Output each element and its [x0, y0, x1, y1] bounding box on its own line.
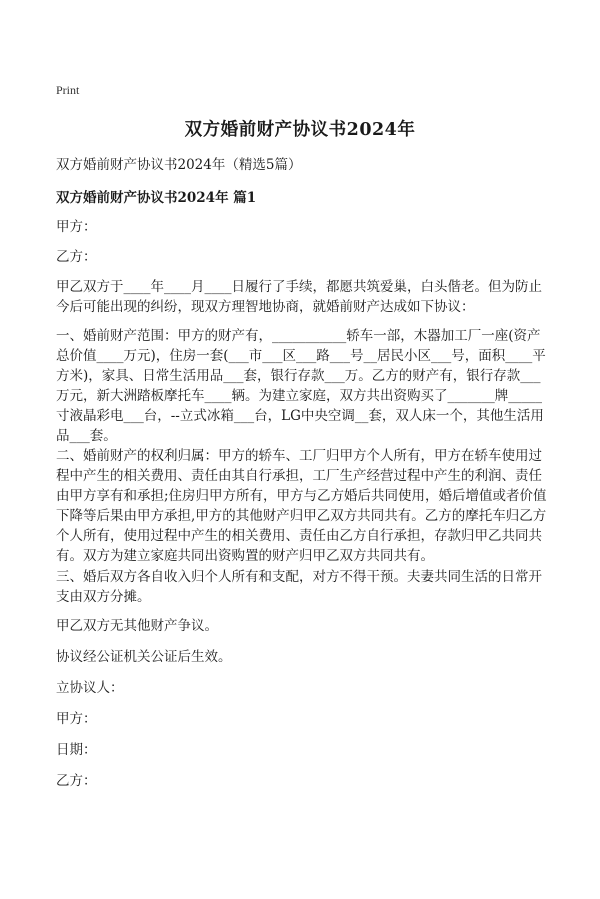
intro-paragraph: 甲乙双方于____年____月____日履行了手续，都愿共筑爱巢，白头偕老。但为防止今后可能出现的纠纷，现双方理智地协商，就婚前财产达成如下协议： [56, 279, 542, 315]
party-b-line: 乙方： [56, 249, 97, 265]
no-dispute-line: 甲乙双方无其他财产争议。 [56, 618, 218, 634]
sign-party-a-line: 甲方： [56, 711, 97, 727]
section-heading: 双方婚前财产协议书2024年 篇1 [56, 190, 257, 206]
effective-line: 协议经公证机关公证后生效。 [56, 649, 232, 665]
date-line: 日期： [56, 742, 97, 758]
signatories-line: 立协议人： [56, 680, 124, 696]
clause-2-paragraph: 二、婚前财产的权利归属：甲方的轿车、工厂归甲方个人所有，甲方在轿车使用过程中产生的相关费用、责任由其自行承担，工厂生产经营过程中产生的利润、责任由甲方享有和承担;住房归甲方所有，甲方与乙方婚后共同使用，婚后增值或者价值下降等后果由甲方承担,甲方的其他财产归甲乙双方共同共有。乙方的摩托车归乙方个人所有，使用过程中产生的相关费用、责任由乙方自行承担，存款归甲乙共同共有。双方为建立家庭共同出资购置的财产归甲乙双方共同共有。 [56, 448, 547, 564]
print-label: Print [56, 83, 80, 97]
party-a-line: 甲方： [56, 219, 97, 235]
sign-party-b-line: 乙方： [56, 773, 97, 789]
clause-3-paragraph: 三、婚后双方各自收入归个人所有和支配，对方不得干预。夫妻共同生活的日常开支由双方分摊。 [56, 569, 542, 605]
clause-1-paragraph: 一、婚前财产范围：甲方的财产有，___________轿车一部，木器加工厂一座(资产总价值____万元)，住房一套(___市___区___路___号__居民小区___号，面积____平方米)，家具、日常生活用品___套，银行存款___万。乙方的财产有，银行存款___万元，新大洲踏板摩托车____辆。为建立家庭，双方共出资购买了_______牌_____寸液晶彩电___台，--立式冰箱___台，LG中央空调__套，双人床一个，其他生活用品___套。 [56, 328, 546, 444]
document-title: 双方婚前财产协议书2024年 [184, 120, 416, 140]
document-subtitle: 双方婚前财产协议书2024年（精选5篇） [56, 157, 302, 173]
